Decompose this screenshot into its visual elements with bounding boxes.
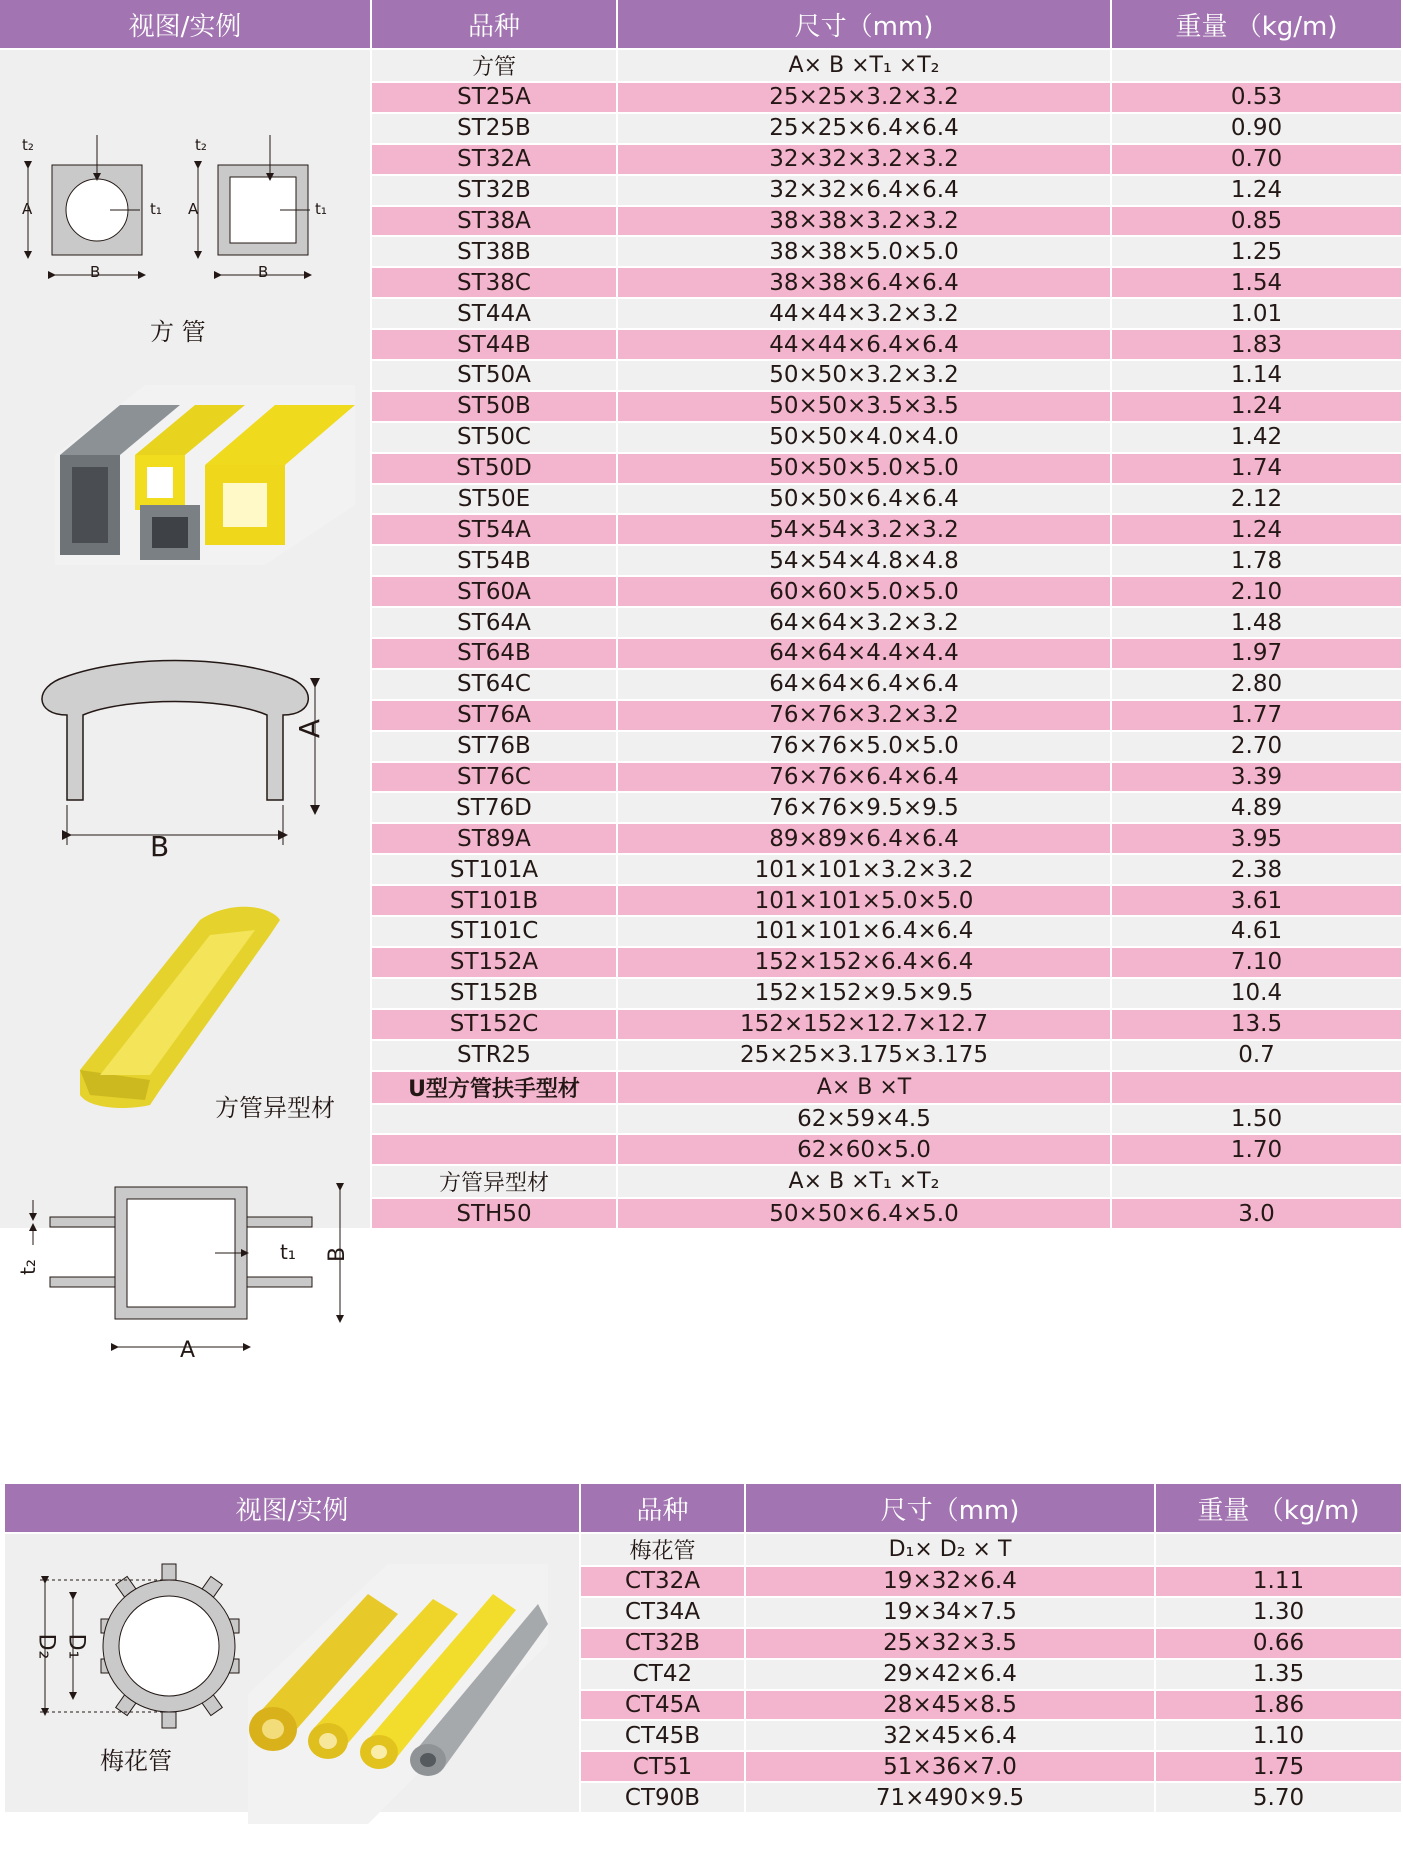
header-view: 视图/实例: [5, 1484, 581, 1534]
size-cell: 76×76×9.5×9.5: [618, 793, 1112, 824]
label-u-b: B: [150, 830, 170, 863]
label-t2-right: t₂: [195, 136, 207, 154]
variety-cell: ST54B: [372, 546, 618, 577]
size-cell: 50×50×5.0×5.0: [618, 454, 1112, 485]
size-cell: 76×76×5.0×5.0: [618, 732, 1112, 763]
size-cell: 152×152×9.5×9.5: [618, 979, 1112, 1010]
size-cell: 64×64×4.4×4.4: [618, 639, 1112, 670]
size-cell: 76×76×6.4×6.4: [618, 763, 1112, 794]
variety-cell: CT34A: [581, 1598, 746, 1629]
weight-cell: 10.4: [1112, 979, 1403, 1010]
weight-cell: 1.24: [1112, 515, 1403, 546]
label-t2-left: t₂: [22, 136, 34, 154]
weight-cell: 1.42: [1112, 423, 1403, 454]
variety-cell: ST25B: [372, 114, 618, 145]
size-cell: 101×101×6.4×6.4: [618, 917, 1112, 948]
weight-cell: 1.14: [1112, 361, 1403, 392]
weight-cell: 1.74: [1112, 454, 1403, 485]
variety-cell: ST50D: [372, 454, 618, 485]
size-cell: 38×38×3.2×3.2: [618, 207, 1112, 238]
weight-cell: 5.70: [1156, 1783, 1403, 1814]
weight-cell: 0.85: [1112, 207, 1403, 238]
weight-cell: 1.77: [1112, 701, 1403, 732]
weight-cell: 1.54: [1112, 268, 1403, 299]
weight-cell: 1.78: [1112, 546, 1403, 577]
weight-cell: 1.83: [1112, 330, 1403, 361]
header-variety: 品种: [372, 0, 618, 50]
size-cell: A× B ×T₁ ×T₂: [618, 50, 1112, 83]
header-size: 尺寸（mm): [618, 0, 1112, 50]
variety-cell: [372, 1135, 618, 1166]
label-b-left: B: [90, 263, 101, 281]
size-cell: 25×25×6.4×6.4: [618, 114, 1112, 145]
size-cell: 38×38×5.0×5.0: [618, 237, 1112, 268]
size-cell: 19×32×6.4: [746, 1567, 1156, 1598]
header-weight: 重量 （kg/m): [1156, 1484, 1403, 1534]
variety-cell: ST64A: [372, 608, 618, 639]
weight-cell: 7.10: [1112, 948, 1403, 979]
header-size: 尺寸（mm): [746, 1484, 1156, 1534]
variety-cell: ST101A: [372, 855, 618, 886]
weight-cell: 1.10: [1156, 1721, 1403, 1752]
variety-cell: U型方管扶手型材: [372, 1072, 618, 1105]
variety-cell: CT90B: [581, 1783, 746, 1814]
weight-cell: [1112, 1072, 1403, 1105]
view-column-art: [0, 50, 370, 1450]
weight-cell: 0.7: [1112, 1041, 1403, 1072]
size-cell: 32×32×6.4×6.4: [618, 176, 1112, 207]
size-cell: 64×64×6.4×6.4: [618, 670, 1112, 701]
variety-cell: ST38B: [372, 237, 618, 268]
square-tube-photo: [55, 385, 355, 565]
variety-cell: ST89A: [372, 824, 618, 855]
header-weight: 重量 （kg/m): [1112, 0, 1403, 50]
weight-cell: 1.01: [1112, 299, 1403, 330]
variety-cell: STR25: [372, 1041, 618, 1072]
variety-cell: ST50C: [372, 423, 618, 454]
weight-cell: 4.89: [1112, 793, 1403, 824]
variety-cell: ST101B: [372, 886, 618, 917]
size-cell: 50×50×3.2×3.2: [618, 361, 1112, 392]
weight-cell: 1.35: [1156, 1660, 1403, 1691]
size-cell: 62×60×5.0: [618, 1135, 1112, 1166]
variety-cell: ST101C: [372, 917, 618, 948]
variety-cell: ST64B: [372, 639, 618, 670]
size-cell: 152×152×12.7×12.7: [618, 1010, 1112, 1041]
weight-cell: 0.90: [1112, 114, 1403, 145]
label-a-left: A: [22, 200, 33, 218]
size-cell: 50×50×4.0×4.0: [618, 423, 1112, 454]
size-cell: A× B ×T: [618, 1072, 1112, 1105]
variety-cell: 梅花管: [581, 1534, 746, 1567]
size-cell: 44×44×3.2×3.2: [618, 299, 1112, 330]
size-cell: 50×50×3.5×3.5: [618, 392, 1112, 423]
size-cell: A× B ×T₁ ×T₂: [618, 1166, 1112, 1199]
header-view: 视图/实例: [0, 0, 372, 50]
label-flange-t1: t₁: [280, 1240, 296, 1264]
size-cell: 64×64×3.2×3.2: [618, 608, 1112, 639]
view-column-art-2: [5, 1534, 579, 1874]
variety-cell: CT45A: [581, 1691, 746, 1722]
weight-cell: 2.10: [1112, 577, 1403, 608]
weight-cell: 1.86: [1156, 1691, 1403, 1722]
size-cell: 19×34×7.5: [746, 1598, 1156, 1629]
variety-cell: ST44A: [372, 299, 618, 330]
size-cell: 38×38×6.4×6.4: [618, 268, 1112, 299]
label-flange-t2: t₂: [15, 1259, 40, 1275]
weight-cell: 4.61: [1112, 917, 1403, 948]
weight-cell: 0.66: [1156, 1629, 1403, 1660]
size-cell: 44×44×6.4×6.4: [618, 330, 1112, 361]
weight-cell: 3.39: [1112, 763, 1403, 794]
weight-cell: 2.38: [1112, 855, 1403, 886]
weight-cell: 1.75: [1156, 1752, 1403, 1783]
size-cell: 32×32×3.2×3.2: [618, 145, 1112, 176]
weight-cell: 0.53: [1112, 83, 1403, 114]
variety-cell: 方管: [372, 50, 618, 83]
weight-cell: 2.80: [1112, 670, 1403, 701]
size-cell: 51×36×7.0: [746, 1752, 1156, 1783]
plum-tube-photo: [248, 1564, 548, 1824]
variety-cell: ST38C: [372, 268, 618, 299]
variety-cell: CT45B: [581, 1721, 746, 1752]
variety-cell: ST152B: [372, 979, 618, 1010]
variety-cell: [372, 1105, 618, 1136]
variety-cell: CT51: [581, 1752, 746, 1783]
size-cell: 54×54×3.2×3.2: [618, 515, 1112, 546]
variety-cell: ST44B: [372, 330, 618, 361]
weight-cell: 1.48: [1112, 608, 1403, 639]
label-d2: D₂: [33, 1633, 59, 1660]
size-cell: 76×76×3.2×3.2: [618, 701, 1112, 732]
weight-cell: 1.24: [1112, 176, 1403, 207]
weight-cell: 1.25: [1112, 237, 1403, 268]
label-t1-left: t₁: [150, 200, 162, 218]
size-cell: 25×25×3.2×3.2: [618, 83, 1112, 114]
size-cell: 101×101×5.0×5.0: [618, 886, 1112, 917]
variety-cell: ST76D: [372, 793, 618, 824]
variety-cell: ST50A: [372, 361, 618, 392]
variety-cell: ST76C: [372, 763, 618, 794]
weight-cell: [1156, 1534, 1403, 1567]
label-d1: D₁: [63, 1633, 89, 1660]
variety-cell: ST50E: [372, 485, 618, 516]
weight-cell: 13.5: [1112, 1010, 1403, 1041]
weight-cell: [1112, 1166, 1403, 1199]
label-a-right: A: [188, 200, 199, 218]
u-handrail-diagram: [25, 635, 345, 865]
variety-cell: ST32B: [372, 176, 618, 207]
variety-cell: ST54A: [372, 515, 618, 546]
weight-cell: 3.95: [1112, 824, 1403, 855]
weight-cell: 1.50: [1112, 1105, 1403, 1136]
size-cell: 50×50×6.4×6.4: [618, 485, 1112, 516]
size-cell: 50×50×6.4×5.0: [618, 1199, 1112, 1230]
variety-cell: ST25A: [372, 83, 618, 114]
variety-cell: CT42: [581, 1660, 746, 1691]
weight-cell: 1.24: [1112, 392, 1403, 423]
variety-cell: ST152C: [372, 1010, 618, 1041]
plum-tube-diagram: [25, 1559, 255, 1734]
weight-cell: 0.70: [1112, 145, 1403, 176]
caption-profile: 方管异型材: [215, 1094, 335, 1122]
label-b-right: B: [258, 263, 269, 281]
variety-cell: ST76B: [372, 732, 618, 763]
size-cell: 32×45×6.4: [746, 1721, 1156, 1752]
size-cell: 71×490×9.5: [746, 1783, 1156, 1814]
size-cell: 89×89×6.4×6.4: [618, 824, 1112, 855]
size-cell: 25×32×3.5: [746, 1629, 1156, 1660]
variety-cell: ST76A: [372, 701, 618, 732]
size-cell: 25×25×3.175×3.175: [618, 1041, 1112, 1072]
weight-cell: 3.0: [1112, 1199, 1403, 1230]
weight-cell: 2.70: [1112, 732, 1403, 763]
label-u-a: A: [293, 718, 327, 739]
weight-cell: [1112, 50, 1403, 83]
label-flange-b: B: [325, 1246, 351, 1263]
variety-cell: 方管异型材: [372, 1166, 618, 1199]
variety-cell: ST50B: [372, 392, 618, 423]
variety-cell: ST60A: [372, 577, 618, 608]
caption-plum-tube: 梅花管: [100, 1747, 172, 1775]
variety-cell: CT32A: [581, 1567, 746, 1598]
weight-cell: 3.61: [1112, 886, 1403, 917]
weight-cell: 1.11: [1156, 1567, 1403, 1598]
weight-cell: 1.70: [1112, 1135, 1403, 1166]
size-cell: D₁× D₂ × T: [746, 1534, 1156, 1567]
weight-cell: 2.12: [1112, 485, 1403, 516]
flanged-tube-diagram: [15, 1175, 345, 1405]
weight-cell: 1.97: [1112, 639, 1403, 670]
variety-cell: STH50: [372, 1199, 618, 1230]
label-flange-a: A: [180, 1338, 196, 1363]
variety-cell: CT32B: [581, 1629, 746, 1660]
variety-cell: ST152A: [372, 948, 618, 979]
variety-cell: ST64C: [372, 670, 618, 701]
header-variety: 品种: [581, 1484, 746, 1534]
size-cell: 152×152×6.4×6.4: [618, 948, 1112, 979]
size-cell: 29×42×6.4: [746, 1660, 1156, 1691]
size-cell: 62×59×4.5: [618, 1105, 1112, 1136]
size-cell: 60×60×5.0×5.0: [618, 577, 1112, 608]
size-cell: 28×45×8.5: [746, 1691, 1156, 1722]
size-cell: 101×101×3.2×3.2: [618, 855, 1112, 886]
label-t1-right: t₁: [315, 200, 327, 218]
variety-cell: ST38A: [372, 207, 618, 238]
caption-square-tube: 方 管: [150, 318, 206, 346]
size-cell: 54×54×4.8×4.8: [618, 546, 1112, 577]
weight-cell: 1.30: [1156, 1598, 1403, 1629]
variety-cell: ST32A: [372, 145, 618, 176]
